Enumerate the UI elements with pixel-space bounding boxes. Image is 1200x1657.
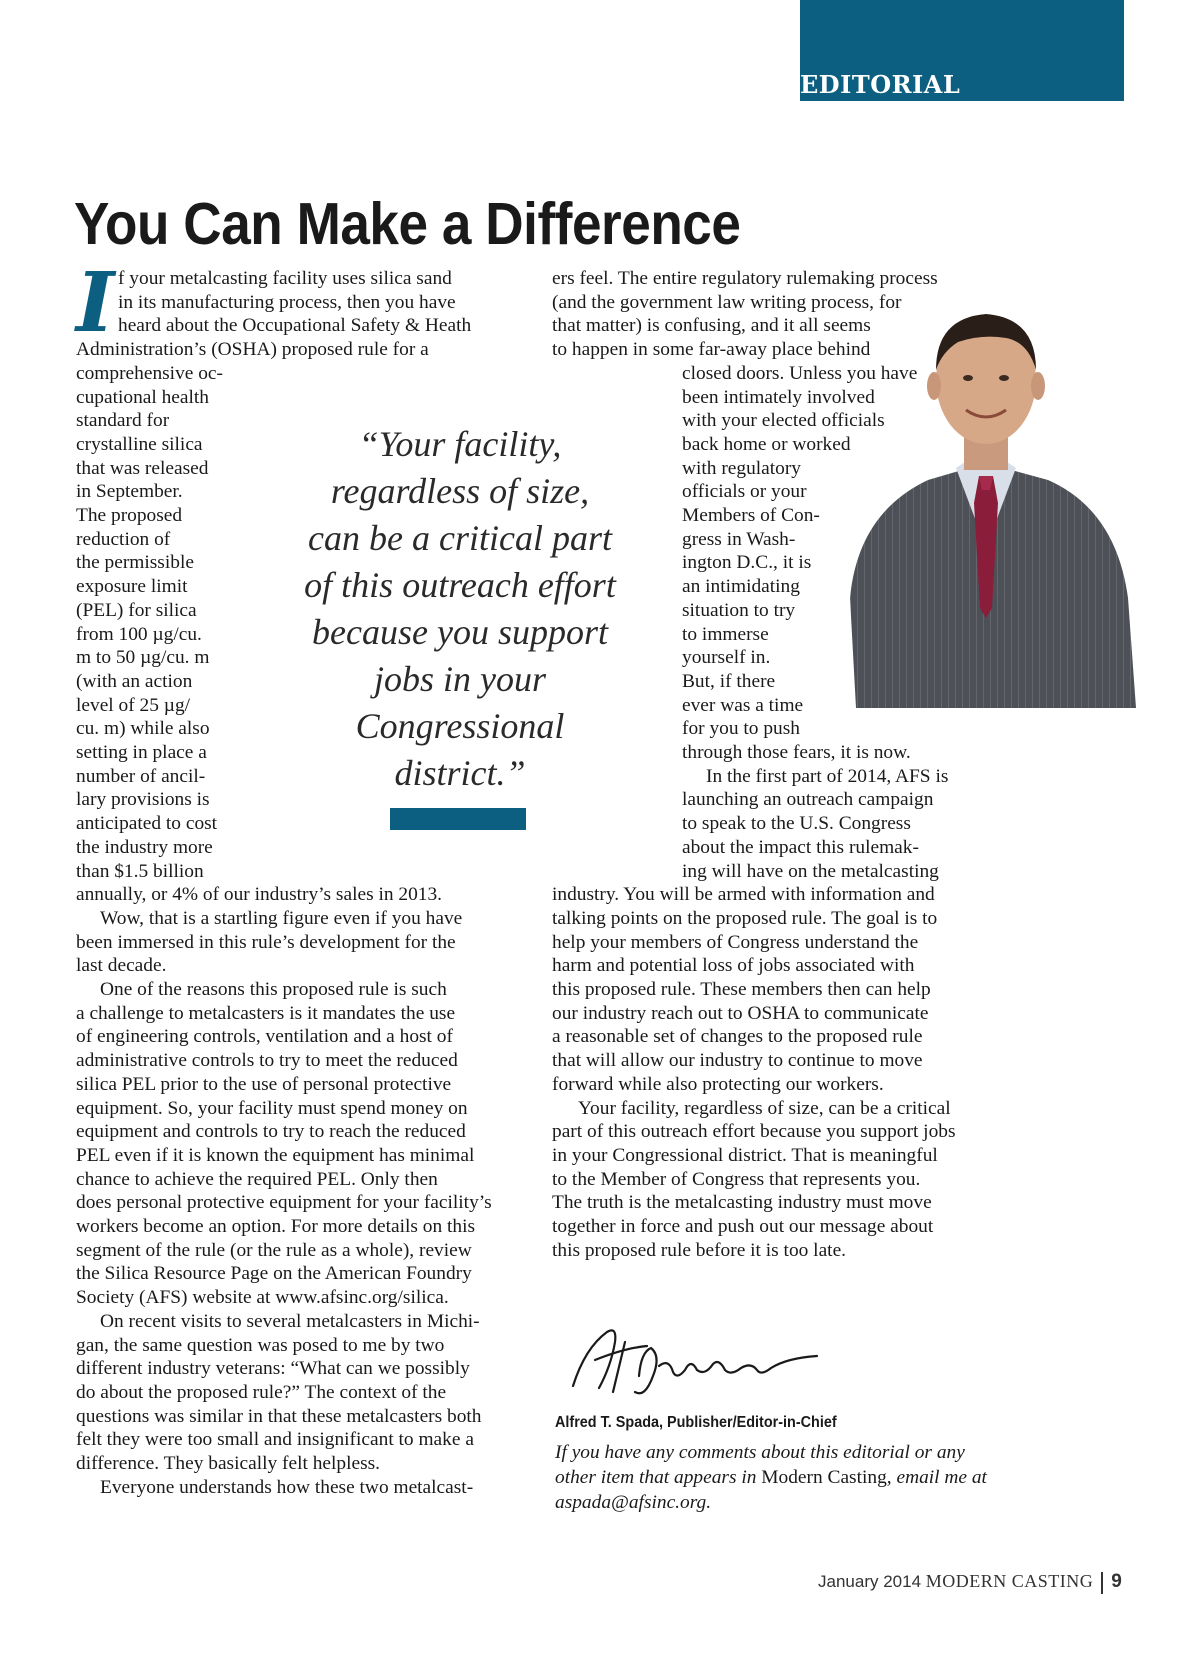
article-line: silica PEL prior to the use of personal protective — [76, 1073, 452, 1095]
article-line: equipment. So, your facility must spend money on — [76, 1097, 468, 1119]
article-line: Administration’s (OSHA) proposed rule for a — [76, 339, 429, 361]
article-line: about the impact this rulemak- — [682, 836, 919, 858]
article-line: forward while also protecting our workers. — [552, 1073, 884, 1095]
article-line: cupational health — [76, 386, 209, 408]
article-line: workers become an option. For more details on this — [76, 1216, 476, 1237]
article-line: m to 50 µg/cu. m — [76, 647, 210, 669]
pull-quote-line: of this outreach effort — [304, 565, 616, 605]
article-line: gan, the same question was posed to me by two — [76, 1334, 445, 1356]
article-line: an intimidating — [682, 576, 800, 598]
article-line: in September. — [76, 481, 183, 503]
article-line: a reasonable set of changes to the proposed rule — [552, 1026, 923, 1048]
article-line: to immerse — [682, 623, 769, 645]
comment-line-1: If you have any comments about this editorial or any — [555, 1442, 965, 1463]
article-line: to happen in some far-away place behind — [552, 339, 871, 361]
article-line: our industry reach out to OSHA to communicate — [552, 1002, 929, 1024]
article-line: lary provisions is — [76, 789, 210, 811]
article-line: the Silica Resource Page on the American Foundry — [76, 1263, 472, 1285]
article-line: to the Member of Congress that represents you. — [552, 1168, 921, 1190]
article-line: that matter) is confusing, and it all seems — [552, 315, 871, 337]
article-line: (and the government law writing process, for — [552, 291, 902, 313]
pull-quote-line: Congressional — [355, 706, 565, 746]
article-line: to speak to the U.S. Congress — [682, 813, 911, 835]
article-line: ers feel. The entire regulatory rulemaking process — [552, 268, 938, 289]
article-line: been intimately involved — [682, 386, 875, 408]
article-line: Everyone understands how these two metalcast- — [100, 1476, 474, 1498]
article-line: heard about the Occupational Safety & Heath — [118, 315, 472, 337]
article-line: the permissible — [76, 552, 194, 574]
article-line: different industry veterans: “What can we possibly — [76, 1358, 470, 1380]
pull-quote-line: “Your facility, — [358, 424, 562, 464]
article-line: exposure limit — [76, 576, 188, 598]
article-line: together in force and push out our message about — [552, 1216, 934, 1237]
article-line: comprehensive oc- — [76, 362, 223, 384]
article-line: On recent visits to several metalcasters in Michi- — [100, 1310, 480, 1332]
article-line: from 100 µg/cu. — [76, 623, 202, 645]
article-line: this proposed rule. These members then can help — [552, 979, 931, 1000]
article-line: closed doors. Unless you have — [682, 362, 918, 384]
page-number: 9 — [1111, 1571, 1122, 1592]
article-line: that was released — [76, 457, 209, 479]
article-line: standard for — [76, 410, 170, 432]
footer-separator — [1101, 1572, 1103, 1594]
article-line: help your members of Congress understand the — [552, 931, 919, 953]
pull-quote-line: regardless of size, — [330, 471, 590, 511]
article-line: officials or your — [682, 481, 807, 503]
article-line: of engineering controls, ventilation and a host of — [76, 1026, 453, 1048]
pull-quote-line: jobs in your — [373, 659, 546, 699]
article-line: ever was a time — [682, 694, 804, 716]
article-line: In the first part of 2014, AFS is — [706, 765, 949, 787]
article-line: in its manufacturing process, then you have — [118, 291, 456, 313]
article-line: equipment and controls to try to reach the reduced — [76, 1121, 466, 1143]
article-line: been immersed in this rule’s development for the — [76, 931, 456, 953]
pull-quote-line: because you support — [312, 612, 608, 652]
article-line: Wow, that is a startling figure even if you have — [100, 907, 463, 929]
article-line: does personal protective equipment for your facility’s — [76, 1192, 492, 1214]
article-line: reduction of — [76, 528, 171, 550]
article-line: number of ancil- — [76, 765, 206, 787]
comment-email: aspada@afsinc.org. — [555, 1492, 712, 1513]
article-line: Society (AFS) website at www.afsinc.org/silica. — [76, 1287, 449, 1309]
article-line: anticipated to cost — [76, 813, 218, 835]
footer-magazine: MODERN CASTING — [925, 1571, 1094, 1591]
article-line: do about the proposed rule?” The context of the — [76, 1381, 447, 1403]
article-line: yourself in. — [682, 647, 771, 669]
article-line: crystalline silica — [76, 433, 203, 455]
article-line: Your facility, regardless of size, can be a critical — [578, 1097, 951, 1119]
article-line: a challenge to metalcasters is it mandates the use — [76, 1002, 456, 1024]
article-line: questions was similar in that these metalcasters both — [76, 1405, 482, 1427]
article-line: The proposed — [76, 505, 183, 526]
pull-quote-line: district.” — [394, 753, 526, 793]
article-line: the industry more — [76, 836, 213, 858]
drop-cap: I — [76, 255, 115, 351]
article-line: with regulatory — [682, 457, 802, 479]
article-line: launching an outreach campaign — [682, 789, 934, 811]
article-line: But, if there — [682, 670, 776, 692]
article-line: gress in Wash- — [682, 528, 796, 550]
article-line: level of 25 µg/ — [76, 694, 191, 716]
article-line: situation to try — [682, 599, 796, 621]
article-line: back home or worked — [682, 433, 851, 455]
author-photo — [836, 298, 1140, 708]
section-label: EDITORIAL — [800, 70, 961, 99]
article-line: administrative controls to try to meet the reduced — [76, 1050, 458, 1072]
article-line: setting in place a — [76, 742, 207, 763]
article-line: industry. You will be armed with information and — [552, 884, 935, 906]
article-line: Members of Con- — [682, 505, 820, 526]
comment-line-2: other item that appears in Modern Casting, email me at — [555, 1467, 987, 1488]
article-line: part of this outreach effort because you support jobs — [552, 1121, 956, 1143]
article-line: PEL even if it is known the equipment has minimal — [76, 1144, 475, 1166]
headline: You Can Make a Difference — [74, 191, 741, 257]
article-line: (with an action — [76, 670, 193, 692]
article-line: harm and potential loss of jobs associated with — [552, 955, 915, 977]
article-line: cu. m) while also — [76, 718, 210, 740]
article-line: One of the reasons this proposed rule is such — [100, 979, 447, 1000]
article-line: felt they were too small and insignificant to make a — [76, 1429, 474, 1451]
article-line: segment of the rule (or the rule as a whole), review — [76, 1239, 472, 1261]
page-footer — [818, 1571, 1122, 1594]
article-line: difference. They basically felt helpless. — [76, 1453, 381, 1474]
article-line: ington D.C., it is — [682, 552, 812, 574]
pull-quote-bar — [390, 808, 526, 830]
article-line: this proposed rule before it is too late. — [552, 1239, 847, 1261]
article-line: (PEL) for silica — [76, 599, 197, 621]
article-line: through those fears, it is now. — [682, 742, 911, 763]
editor-signature — [555, 1318, 825, 1408]
pull-quote-line: can be a critical part — [308, 518, 612, 558]
article-line: in your Congressional district. That is meaningful — [552, 1144, 938, 1166]
article-line: The truth is the metalcasting industry must move — [552, 1192, 932, 1214]
footer-date: January 2014 — [818, 1572, 922, 1591]
article-line: that will allow our industry to continue to move — [552, 1050, 923, 1072]
article-line: f your metalcasting facility uses silica sand — [118, 268, 452, 289]
article-line: for you to push — [682, 718, 800, 740]
article-line: ing will have on the metalcasting — [682, 860, 939, 882]
article-line: than $1.5 billion — [76, 860, 204, 882]
article-line: annually, or 4% of our industry’s sales in 2013. — [76, 884, 443, 906]
signature-name: Alfred T. Spada, Publisher/Editor-in-Chief — [555, 1414, 837, 1431]
article-line: chance to achieve the required PEL. Only then — [76, 1168, 438, 1190]
article-line: last decade. — [76, 955, 167, 977]
article-line: with your elected officials — [682, 410, 885, 432]
article-line: talking points on the proposed rule. The goal is to — [552, 907, 938, 929]
